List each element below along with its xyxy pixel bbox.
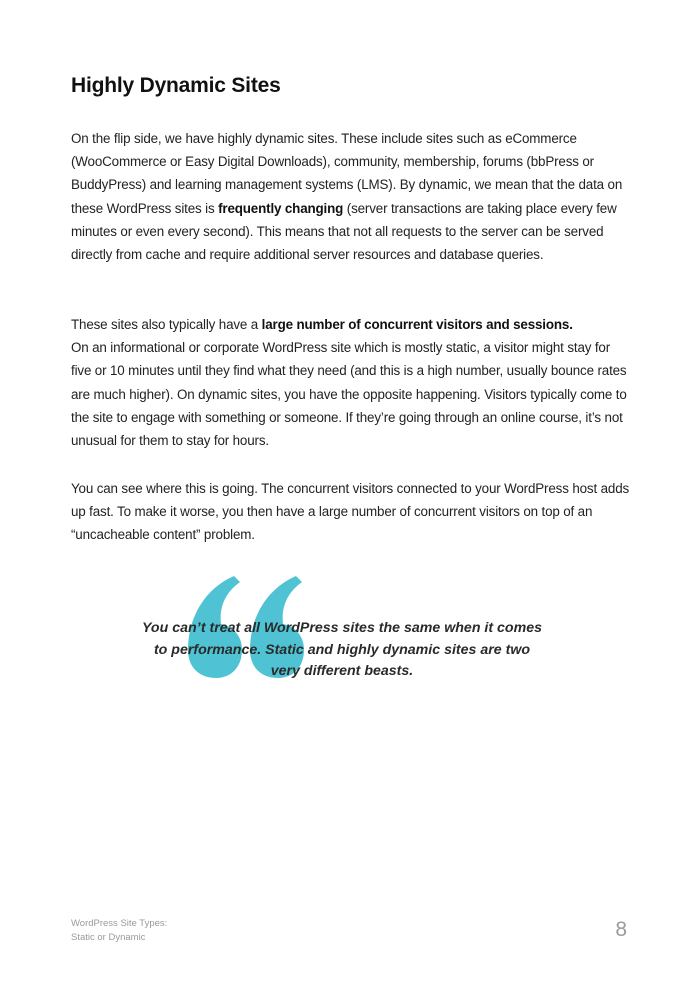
paragraph-text: These sites also typically have a xyxy=(71,317,262,332)
page-title: Highly Dynamic Sites xyxy=(71,74,281,97)
footer-line: Static or Dynamic xyxy=(71,932,146,943)
bold-emphasis: frequently changing xyxy=(218,200,344,216)
paragraph-text: (server transactions are taking place every few minutes or even every second). This means that not all requests to the server can be served directly from cache and require additional server resources and database queries. xyxy=(71,200,617,263)
paragraph-text: On an informational or corporate WordPress site which is mostly static, a visitor might stay for five or 10 minutes until they find what they need (and this is a high number, usually bounce rates are much higher). On dynamic sites, you have the opposite happening. Visitors typically come to the site to engage with something or someone. If they’re going through an online course, it’s not unusual for them to stay for hours. xyxy=(71,340,627,449)
paragraph-dynamic-sites xyxy=(71,127,631,266)
paragraph-uncacheable: You can see where this is going. The concurrent visitors connected to your WordPress host adds up fast. To make it worse, you then have a large number of concurrent visitors on top of an “uncacheable content” problem. xyxy=(71,481,630,543)
pull-quote: You can’t treat all WordPress sites the same when it comes to performance. Static and highly dynamic sites are two very different beasts. xyxy=(141,620,542,679)
bold-emphasis: large number of concurrent visitors and sessions. xyxy=(261,317,573,332)
paragraph-concurrent-visitors xyxy=(71,313,631,452)
footer-document-title xyxy=(71,917,167,945)
page-number: 8 xyxy=(615,918,627,941)
footer-line: WordPress Site Types: xyxy=(71,918,168,929)
paragraph-text: On the flip side, we have highly dynamic sites. These include sites such as eCommerce (WooCommerce or Easy Digital Downloads), community, membership, forums (bbPress or BuddyPress) and learning management systems (LMS). By dynamic, we mean that the data on these WordPress sites is xyxy=(71,131,623,216)
